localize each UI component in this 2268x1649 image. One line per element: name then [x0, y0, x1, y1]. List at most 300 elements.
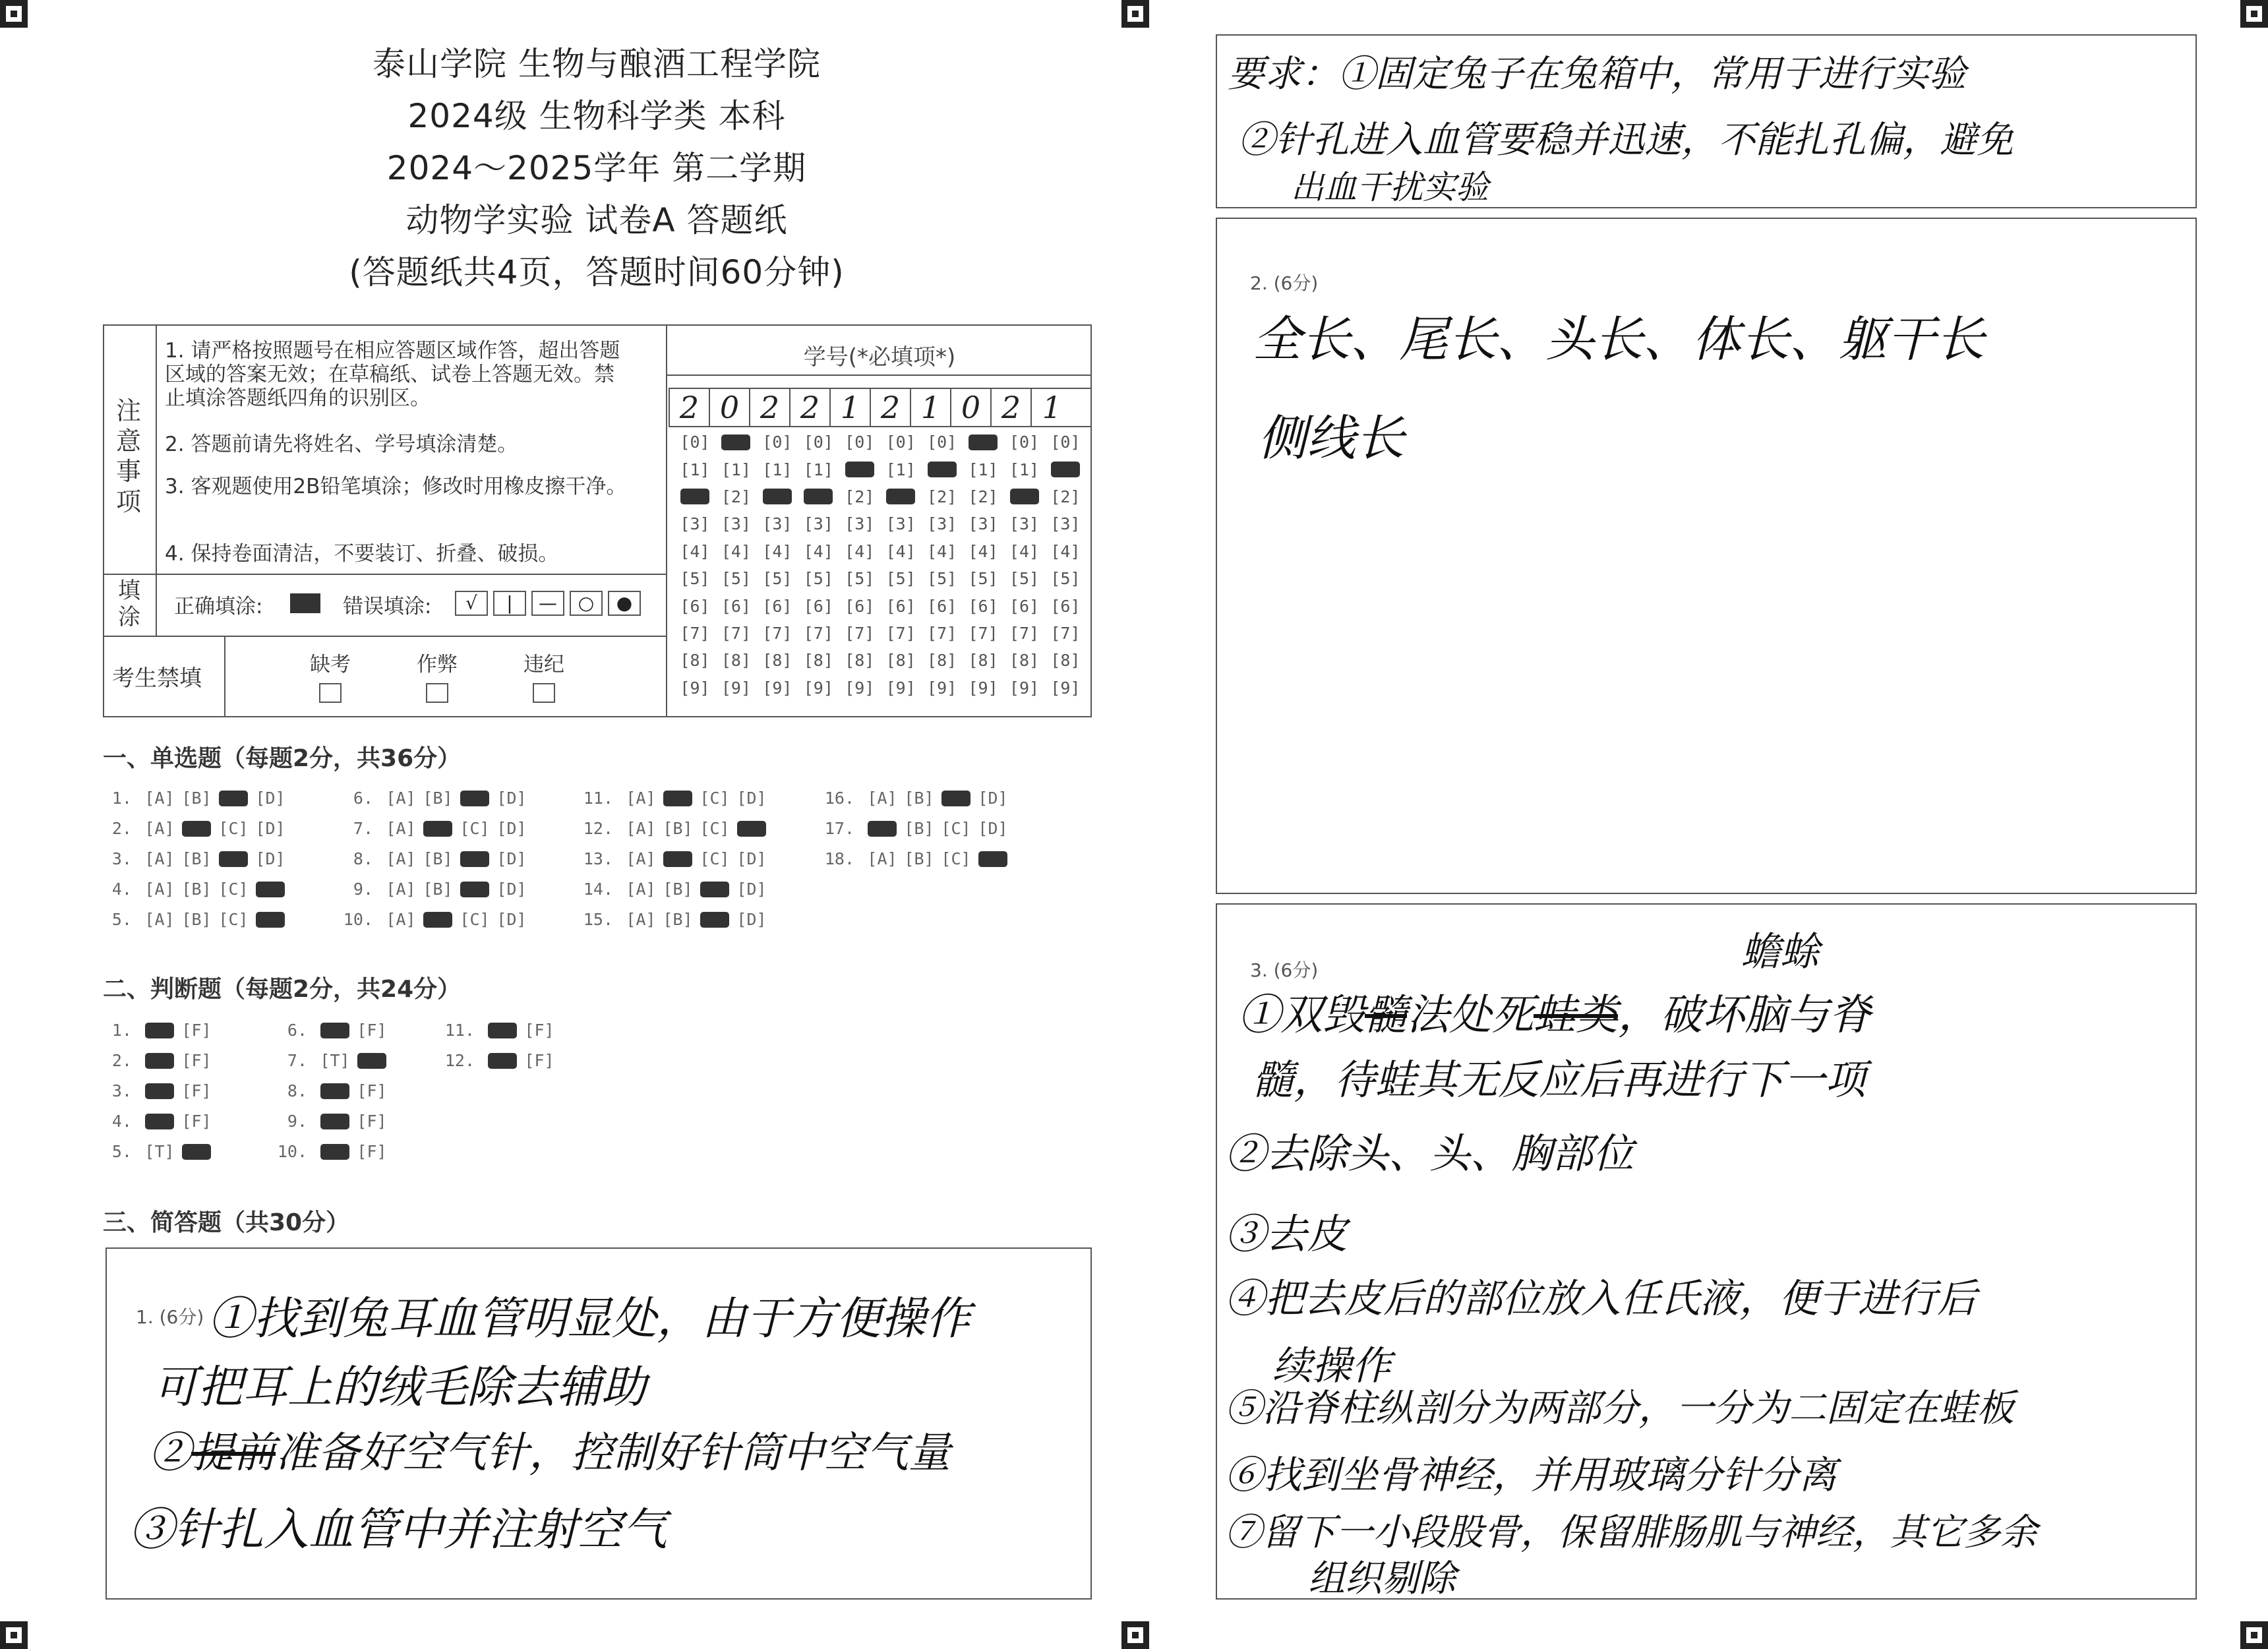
fill-wrong-label: 错误填涂: — [343, 595, 432, 618]
question-number: 15. — [583, 910, 613, 929]
bubble[interactable]: [1] — [885, 460, 916, 479]
question-row — [274, 1051, 390, 1070]
option-bubble[interactable]: [F] — [357, 1081, 387, 1100]
corner-marker-top-middle — [1121, 0, 1149, 28]
question-number: 11. — [444, 1021, 475, 1040]
filled-option[interactable] — [357, 1053, 386, 1069]
option-bubble[interactable]: [D] — [255, 819, 285, 838]
bubble[interactable]: [9] — [762, 678, 792, 698]
student-id-row — [672, 647, 1088, 674]
filled-option[interactable] — [219, 851, 248, 867]
filled-bubble[interactable] — [886, 489, 915, 504]
bubble[interactable]: [1] — [680, 460, 710, 479]
bubble[interactable]: [7] — [1050, 623, 1081, 643]
question-number: 1. — [111, 1021, 132, 1040]
filled-option[interactable] — [423, 821, 452, 837]
student-id-row — [672, 538, 1088, 565]
option-bubble[interactable]: [F] — [181, 1112, 212, 1131]
question-number: 14. — [583, 880, 613, 899]
q3-line10: 组织剔除 — [1308, 1557, 1456, 1600]
filled-option[interactable] — [145, 1114, 174, 1129]
bubble[interactable]: [4] — [762, 541, 792, 561]
option-bubble[interactable]: [T] — [144, 1142, 175, 1161]
option-bubble[interactable]: [C] — [460, 910, 490, 929]
bubble[interactable]: [2] — [1050, 487, 1081, 506]
notice-divider-v4 — [224, 636, 225, 717]
option-bubble[interactable]: [D] — [496, 789, 527, 808]
bubble[interactable]: [8] — [968, 651, 998, 671]
bubble[interactable]: [8] — [721, 651, 752, 671]
bubble[interactable]: [4] — [721, 541, 752, 561]
bubble[interactable]: [8] — [1050, 651, 1081, 671]
question-number: 7. — [287, 1051, 307, 1070]
option-bubble[interactable]: [C] — [460, 819, 490, 838]
option-bubble[interactable]: [B] — [423, 880, 453, 899]
q1-label: 1. (6分) — [136, 1306, 204, 1328]
bubble[interactable]: [2] — [845, 487, 875, 506]
option-bubble[interactable]: [B] — [904, 849, 934, 868]
option-bubble[interactable]: [A] — [386, 789, 416, 808]
filled-option[interactable] — [460, 882, 489, 897]
option-bubble[interactable]: [F] — [181, 1021, 212, 1040]
option-bubble[interactable]: [A] — [144, 849, 175, 868]
forbid-items — [310, 653, 564, 705]
header-note: (答题纸共4页，答题时间60分钟) — [349, 253, 845, 291]
bubble[interactable]: [9] — [885, 678, 916, 698]
question-row — [99, 1142, 215, 1161]
bubble[interactable]: [3] — [1009, 514, 1040, 534]
option-bubble[interactable]: [A] — [626, 880, 656, 899]
bubble[interactable]: [0] — [762, 433, 792, 452]
filled-option[interactable] — [145, 1053, 174, 1069]
notice-divider-v3 — [156, 574, 157, 636]
bubble[interactable]: [0] — [885, 433, 916, 452]
option-bubble[interactable]: [T] — [320, 1051, 350, 1070]
bubble[interactable]: [6] — [803, 596, 833, 616]
filled-option[interactable] — [145, 1083, 174, 1099]
student-id-digits: 2 0 2 2 1 2 1 0 2 1 — [669, 388, 1092, 427]
option-bubble[interactable]: [B] — [181, 880, 212, 899]
option-bubble[interactable]: [B] — [663, 819, 693, 838]
q3-insert: 蟾蜍 — [1741, 929, 1820, 975]
bubble[interactable]: [1] — [1009, 460, 1040, 479]
question-number: 5. — [111, 1142, 132, 1161]
filled-bubble[interactable] — [680, 489, 709, 504]
notice-divider-v1 — [156, 324, 157, 574]
bubble[interactable]: [3] — [927, 514, 957, 534]
bubble[interactable]: [7] — [1009, 623, 1040, 643]
option-bubble[interactable]: [D] — [736, 789, 767, 808]
filled-option[interactable] — [219, 791, 248, 806]
option-bubble[interactable]: [D] — [978, 789, 1008, 808]
bubble[interactable]: [5] — [845, 569, 875, 589]
option-bubble[interactable]: [A] — [626, 849, 656, 868]
bubble[interactable]: [6] — [1050, 596, 1081, 616]
q3-line4: ③去皮 — [1225, 1210, 1348, 1258]
filled-bubble[interactable] — [845, 462, 874, 477]
q3-line5: ④把去皮后的部位放入任氏液，便于进行后 — [1225, 1276, 1977, 1322]
student-id-row — [672, 565, 1088, 592]
bubble[interactable]: [5] — [927, 569, 957, 589]
bubble[interactable]: [6] — [968, 596, 998, 616]
filled-option[interactable] — [256, 912, 285, 928]
filled-bubble[interactable] — [969, 435, 998, 450]
bubble[interactable]: [0] — [845, 433, 875, 452]
bubble[interactable]: [0] — [803, 433, 833, 452]
bubble[interactable]: [0] — [1009, 433, 1040, 452]
question-number: 4. — [111, 1112, 132, 1131]
question-number: 9. — [287, 1112, 307, 1131]
option-bubble[interactable]: [F] — [357, 1142, 387, 1161]
option-bubble[interactable]: [A] — [867, 789, 897, 808]
bubble[interactable]: [3] — [885, 514, 916, 534]
bubble[interactable]: [5] — [968, 569, 998, 589]
option-bubble[interactable]: [C] — [218, 880, 249, 899]
option-bubble[interactable]: [B] — [663, 910, 693, 929]
bubble[interactable]: [4] — [680, 541, 710, 561]
question-number: 12. — [583, 819, 613, 838]
bubble[interactable]: [0] — [680, 433, 710, 452]
corner-marker-top-left — [0, 0, 28, 28]
option-bubble[interactable]: [F] — [181, 1051, 212, 1070]
option-bubble[interactable]: [A] — [386, 819, 416, 838]
option-bubble[interactable]: [D] — [496, 910, 527, 929]
filled-option[interactable] — [737, 821, 766, 837]
student-id-bubble-grid[interactable] — [672, 429, 1088, 702]
q2-line2: 侧线长 — [1258, 410, 1404, 467]
corner-marker-top-right — [2240, 0, 2268, 28]
student-id-divider — [667, 375, 1092, 376]
corner-marker-bottom-left — [0, 1621, 28, 1649]
option-bubble[interactable]: [B] — [181, 910, 212, 929]
bubble[interactable]: [2] — [721, 487, 752, 506]
bubble[interactable]: [8] — [762, 651, 792, 671]
q2-line1: 全长、尾长、头长、体长、躯干长 — [1253, 311, 1984, 368]
question-number: 18. — [824, 849, 854, 868]
option-bubble[interactable]: [A] — [386, 880, 416, 899]
filled-bubble[interactable] — [1051, 462, 1080, 477]
bubble[interactable]: [9] — [721, 678, 752, 698]
question-number: 5. — [111, 910, 132, 929]
option-bubble[interactable]: [D] — [736, 849, 767, 868]
q3-line7: ⑤沿脊柱纵剖分为两部分，一分为二固定在蛙板 — [1225, 1387, 2014, 1430]
q3-line1: ①双毁髓法处死蛙类，破坏脑与脊 — [1238, 991, 1871, 1040]
bubble[interactable]: [3] — [1050, 514, 1081, 534]
bubble[interactable]: [2] — [968, 487, 998, 506]
question-row — [99, 1112, 215, 1131]
option-bubble[interactable]: [A] — [144, 880, 175, 899]
option-bubble[interactable]: [D] — [496, 880, 527, 899]
bubble[interactable]: [4] — [1009, 541, 1040, 561]
option-bubble[interactable]: [B] — [904, 819, 934, 838]
bubble[interactable]: [4] — [885, 541, 916, 561]
filled-option[interactable] — [320, 1083, 349, 1099]
option-bubble[interactable]: [A] — [626, 819, 656, 838]
bubble[interactable]: [6] — [1009, 596, 1040, 616]
question-number: 8. — [287, 1081, 307, 1100]
header-class: 2024级 生物科学类 本科 — [407, 97, 786, 135]
filled-bubble[interactable] — [928, 462, 957, 477]
forbid-absent: 缺考 — [310, 653, 351, 705]
option-bubble[interactable]: [B] — [423, 849, 453, 868]
option-bubble[interactable]: [A] — [144, 789, 175, 808]
option-bubble[interactable]: [C] — [700, 849, 730, 868]
bubble[interactable]: [5] — [762, 569, 792, 589]
filled-bubble[interactable] — [804, 489, 833, 504]
bubble[interactable]: [6] — [927, 596, 957, 616]
bubble[interactable]: [7] — [803, 623, 833, 643]
question-row — [99, 880, 289, 899]
filled-option[interactable] — [868, 821, 897, 837]
wrong-sample-check: √ — [455, 591, 488, 616]
bubble[interactable]: [6] — [885, 596, 916, 616]
student-id-row — [672, 592, 1088, 619]
question-row — [340, 849, 530, 868]
option-bubble[interactable]: [F] — [357, 1112, 387, 1131]
bubble[interactable]: [2] — [927, 487, 957, 506]
filled-option[interactable] — [941, 791, 970, 806]
option-bubble[interactable]: [C] — [941, 819, 971, 838]
bubble[interactable]: [7] — [680, 623, 710, 643]
option-bubble[interactable]: [B] — [423, 789, 453, 808]
student-id-row — [672, 456, 1088, 483]
bubble[interactable]: [5] — [1009, 569, 1040, 589]
notice-divider-v2 — [666, 324, 667, 717]
student-id-title: 学号(*必填项*) — [803, 344, 956, 371]
bubble[interactable]: [9] — [1050, 678, 1081, 698]
bubble[interactable]: [0] — [927, 433, 957, 452]
option-bubble[interactable]: [A] — [144, 910, 175, 929]
question-row — [580, 849, 770, 868]
option-bubble[interactable]: [F] — [181, 1081, 212, 1100]
bubble[interactable]: [5] — [803, 569, 833, 589]
bubble[interactable]: [5] — [721, 569, 752, 589]
option-bubble[interactable]: [D] — [978, 819, 1008, 838]
filled-option[interactable] — [256, 882, 285, 897]
bubble[interactable]: [8] — [885, 651, 916, 671]
question-row — [580, 819, 770, 838]
filled-option[interactable] — [320, 1114, 349, 1129]
bubble[interactable]: [7] — [885, 623, 916, 643]
filled-option[interactable] — [663, 791, 692, 806]
filled-option[interactable] — [700, 882, 729, 897]
bubble[interactable]: [5] — [885, 569, 916, 589]
option-bubble[interactable]: [A] — [626, 789, 656, 808]
fill-correct-label: 正确填涂: — [174, 595, 263, 618]
question-row — [580, 789, 770, 808]
option-bubble[interactable]: [F] — [524, 1021, 554, 1040]
question-number: 2. — [111, 819, 132, 838]
bubble[interactable]: [8] — [845, 651, 875, 671]
bubble[interactable]: [4] — [927, 541, 957, 561]
option-bubble[interactable]: [D] — [496, 849, 527, 868]
question-row — [99, 1051, 215, 1070]
wrong-sample-dash: — — [531, 591, 564, 616]
notice-item-3: 3. 客观题使用2B铅笔填涂；修改时用橡皮擦干净。 — [165, 475, 627, 498]
bubble[interactable]: [1] — [968, 460, 998, 479]
bubble[interactable]: [8] — [1009, 651, 1040, 671]
filled-option[interactable] — [320, 1023, 349, 1038]
question-number: 1. — [111, 789, 132, 808]
question-number: 17. — [824, 819, 854, 838]
bubble[interactable]: [8] — [680, 651, 710, 671]
q3-line2: 髓，待蛙其无反应后再进行下一项 — [1253, 1056, 1866, 1104]
question-row — [274, 1021, 390, 1040]
question-number: 10. — [277, 1142, 307, 1161]
question-number: 13. — [583, 849, 613, 868]
bubble[interactable]: [4] — [803, 541, 833, 561]
question-row — [821, 849, 1011, 868]
question-row — [340, 910, 530, 929]
question-number: 7. — [353, 819, 373, 838]
option-bubble[interactable]: [B] — [663, 880, 693, 899]
option-bubble[interactable]: [D] — [255, 849, 285, 868]
option-bubble[interactable]: [D] — [736, 880, 767, 899]
filled-option[interactable] — [488, 1023, 517, 1038]
bubble[interactable]: [3] — [721, 514, 752, 534]
header-school: 泰山学院 生物与酿酒工程学院 — [373, 45, 821, 83]
bubble[interactable]: [3] — [762, 514, 792, 534]
filled-bubble[interactable] — [763, 489, 792, 504]
wrong-sample-circle: ○ — [570, 591, 603, 616]
option-bubble[interactable]: [A] — [626, 910, 656, 929]
question-number: 12. — [444, 1051, 475, 1070]
question-row — [821, 789, 1011, 808]
bubble[interactable]: [3] — [968, 514, 998, 534]
filled-option[interactable] — [423, 912, 452, 928]
bubble[interactable]: [0] — [1050, 433, 1081, 452]
filled-option[interactable] — [320, 1144, 349, 1160]
forbid-absent-checkbox[interactable] — [319, 683, 342, 703]
question-number: 10. — [343, 910, 373, 929]
bubble[interactable]: [8] — [927, 651, 957, 671]
bubble[interactable]: [5] — [1050, 569, 1081, 589]
filled-bubble[interactable] — [1010, 489, 1039, 504]
bubble[interactable]: [9] — [927, 678, 957, 698]
bubble[interactable]: [6] — [762, 596, 792, 616]
filled-option[interactable] — [182, 821, 211, 837]
bubble[interactable]: [6] — [721, 596, 752, 616]
q1-line3: ②提前准备好空气针，控制好针筒中空气量 — [149, 1429, 951, 1478]
question-row — [821, 819, 1011, 838]
option-bubble[interactable]: [A] — [386, 910, 416, 929]
forbid-cheat: 作弊 — [417, 653, 458, 705]
bubble[interactable]: [3] — [803, 514, 833, 534]
question-row — [340, 819, 530, 838]
q3-line3: ②去除头、头、胸部位 — [1225, 1129, 1634, 1178]
filled-option[interactable] — [978, 851, 1007, 867]
question-row — [274, 1142, 390, 1161]
bubble[interactable]: [5] — [680, 569, 710, 589]
question-row — [340, 789, 530, 808]
bubble[interactable]: [6] — [845, 596, 875, 616]
bubble[interactable]: [4] — [845, 541, 875, 561]
bubble[interactable]: [7] — [845, 623, 875, 643]
student-id-row — [672, 429, 1088, 456]
header-term: 2024～2025学年 第二学期 — [386, 149, 807, 187]
q3-label: 3. (6分) — [1250, 959, 1319, 981]
question-number: 16. — [824, 789, 854, 808]
bubble[interactable]: [7] — [762, 623, 792, 643]
section3-title: 三、简答题（共30分） — [103, 1209, 350, 1236]
option-bubble[interactable]: [F] — [357, 1021, 387, 1040]
option-bubble[interactable]: [C] — [700, 819, 730, 838]
forbid-label: 考生禁填 — [112, 665, 202, 692]
question-row — [580, 880, 770, 899]
sheet-header — [105, 38, 1088, 299]
filled-option[interactable] — [460, 851, 489, 867]
option-bubble[interactable]: [B] — [181, 849, 212, 868]
bubble[interactable]: [9] — [680, 678, 710, 698]
question-row — [99, 789, 289, 808]
bubble[interactable]: [9] — [968, 678, 998, 698]
question-row — [99, 1021, 215, 1040]
bubble[interactable]: [1] — [803, 460, 833, 479]
option-bubble[interactable]: [A] — [386, 849, 416, 868]
forbid-violation-checkbox[interactable] — [533, 683, 555, 703]
filled-option[interactable] — [460, 791, 489, 806]
question-number: 3. — [111, 1081, 132, 1100]
option-bubble[interactable]: [A] — [867, 849, 897, 868]
option-bubble[interactable]: [C] — [218, 819, 249, 838]
notice-item-1: 1. 请严格按照题号在相应答题区域作答，超出答题区域的答案无效；在草稿纸、试卷上答题无效。禁止填涂答题纸四角的识别区。 — [165, 339, 620, 410]
bubble[interactable]: [3] — [680, 514, 710, 534]
bubble[interactable]: [7] — [968, 623, 998, 643]
option-bubble[interactable]: [C] — [700, 789, 730, 808]
bubble[interactable]: [7] — [927, 623, 957, 643]
bubble[interactable]: [1] — [721, 460, 752, 479]
option-bubble[interactable]: [B] — [181, 789, 212, 808]
filled-option[interactable] — [182, 1144, 211, 1160]
option-bubble[interactable]: [D] — [255, 789, 285, 808]
bubble[interactable]: [7] — [721, 623, 752, 643]
bubble[interactable]: [8] — [803, 651, 833, 671]
filled-bubble[interactable] — [721, 435, 750, 450]
filled-option[interactable] — [663, 851, 692, 867]
q1-line2: 可把耳上的绒毛除去辅助 — [153, 1362, 647, 1414]
q1-struck-text: 提前 — [191, 1429, 276, 1478]
filled-option[interactable] — [488, 1053, 517, 1069]
forbid-cheat-checkbox[interactable] — [426, 683, 448, 703]
corner-marker-bottom-middle — [1121, 1621, 1149, 1649]
option-bubble[interactable]: [F] — [524, 1051, 554, 1070]
bubble[interactable]: [3] — [845, 514, 875, 534]
bubble[interactable]: [4] — [968, 541, 998, 561]
option-bubble[interactable]: [A] — [144, 819, 175, 838]
fill-label: 填涂 — [118, 578, 140, 630]
q1cont-line3: 出血干扰实验 — [1291, 168, 1489, 206]
question-number: 9. — [353, 880, 373, 899]
bubble[interactable]: [9] — [803, 678, 833, 698]
bubble[interactable]: [6] — [680, 596, 710, 616]
question-row — [274, 1081, 390, 1100]
filled-option[interactable] — [700, 912, 729, 928]
filled-option[interactable] — [145, 1023, 174, 1038]
bubble[interactable]: [9] — [845, 678, 875, 698]
bubble[interactable]: [4] — [1050, 541, 1081, 561]
student-id-row — [672, 620, 1088, 647]
option-bubble[interactable]: [B] — [904, 789, 934, 808]
question-row — [274, 1112, 390, 1131]
option-bubble[interactable]: [C] — [941, 849, 971, 868]
q1cont-line1: 要求：①固定兔子在兔箱中，常用于进行实验 — [1228, 53, 1966, 96]
option-bubble[interactable]: [C] — [218, 910, 249, 929]
option-bubble[interactable]: [D] — [736, 910, 767, 929]
option-bubble[interactable]: [D] — [496, 819, 527, 838]
bubble[interactable]: [1] — [762, 460, 792, 479]
question-row — [99, 849, 289, 868]
bubble[interactable]: [9] — [1009, 678, 1040, 698]
